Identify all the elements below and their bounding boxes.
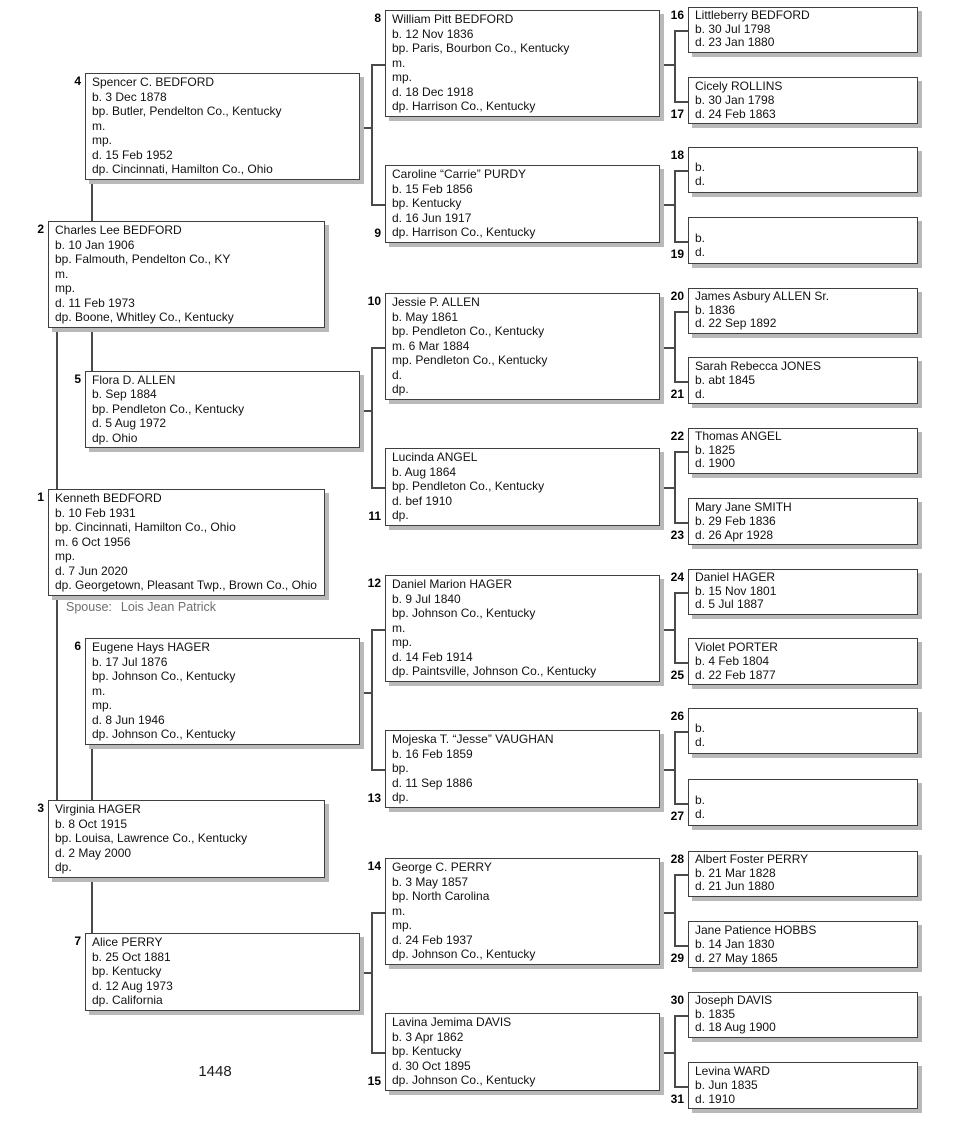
connector-line <box>674 662 688 664</box>
person-number: 14 <box>367 859 381 873</box>
person-number: 16 <box>670 8 684 22</box>
person-detail-line: d. 8 Jun 1946 <box>92 712 165 727</box>
person-detail-line: mp. <box>92 698 113 713</box>
person-detail-line: d. bef 1910 <box>392 493 453 508</box>
person-name: Daniel Marion HAGER <box>392 577 513 591</box>
person-box-5 <box>85 371 360 448</box>
person-number: 8 <box>374 11 381 25</box>
person-name: Littleberry BEDFORD <box>695 8 810 22</box>
person-detail-line: b. 12 Nov 1836 <box>392 26 474 41</box>
person-name: Thomas ANGEL <box>695 429 782 443</box>
person-detail-line: d. <box>695 807 706 821</box>
person-detail-line: d. 26 Apr 1928 <box>695 528 774 542</box>
person-box-12 <box>385 575 660 682</box>
person-box-6 <box>85 638 360 745</box>
person-detail-line: d. <box>695 387 706 401</box>
person-detail-line: b. 30 Jan 1798 <box>695 93 775 107</box>
person-name: George C. PERRY <box>392 860 492 874</box>
person-number: 9 <box>374 226 381 240</box>
person-number: 24 <box>670 570 684 584</box>
person-number: 19 <box>670 247 684 261</box>
person-box-8 <box>385 10 660 117</box>
person-detail-line: b. 4 Feb 1804 <box>695 654 770 668</box>
person-detail-line: bp. North Carolina <box>392 889 490 904</box>
person-detail-line: d. 7 Jun 2020 <box>55 563 128 578</box>
person-number: 31 <box>670 1092 684 1106</box>
person-detail-line: dp. Ohio <box>92 430 138 445</box>
person-box-25 <box>688 638 918 685</box>
person-name: Levina WARD <box>695 1064 770 1078</box>
person-detail-line: d. 2 May 2000 <box>55 845 132 860</box>
person-box-20 <box>688 288 918 334</box>
connector-line <box>371 347 373 489</box>
person-detail-line: d. 27 May 1865 <box>695 951 778 965</box>
person-detail-line: d. 16 Jun 1917 <box>392 210 472 225</box>
connector-line <box>674 30 676 103</box>
person-box-23 <box>688 498 918 545</box>
person-name <box>695 781 917 793</box>
person-detail-line: b. <box>695 721 706 735</box>
person-detail-line: bp. <box>392 761 409 776</box>
person-detail-line: bp. Kentucky <box>92 964 162 979</box>
connector-line <box>674 170 676 243</box>
person-detail-line: b. 25 Oct 1881 <box>92 949 171 964</box>
person-name: Sarah Rebecca JONES <box>695 359 822 373</box>
connector-line <box>674 803 688 805</box>
person-number: 26 <box>670 709 684 723</box>
person-number: 1 <box>37 490 44 504</box>
person-detail-line: d. 18 Aug 1900 <box>695 1020 776 1035</box>
person-detail-line: d. 11 Sep 1886 <box>392 775 473 790</box>
person-box-4 <box>85 73 360 180</box>
person-name <box>695 710 917 722</box>
connector-line <box>674 731 676 805</box>
person-detail-line: b. 21 Mar 1828 <box>695 865 776 880</box>
person-detail-line: dp. Harrison Co., Kentucky <box>392 99 536 114</box>
person-detail-line: dp. Boone, Whitley Co., Kentucky <box>55 310 234 325</box>
person-name: Jessie P. ALLEN <box>392 295 480 309</box>
person-detail-line: m. 6 Oct 1956 <box>55 534 131 549</box>
person-detail-line: m. <box>92 683 106 698</box>
person-number: 30 <box>670 993 684 1007</box>
person-detail-line: d. 21 Jun 1880 <box>695 879 775 894</box>
connector-line <box>674 945 688 947</box>
connector-line <box>371 347 385 349</box>
person-detail-line: m. <box>392 620 406 635</box>
person-detail-line: d. 1900 <box>695 456 736 471</box>
person-detail-line: b. <box>695 231 706 245</box>
spouse-name: Lois Jean Patrick <box>120 600 217 614</box>
person-box-9 <box>385 165 660 243</box>
person-number: 13 <box>367 791 381 805</box>
person-detail-line: dp. Georgetown, Pleasant Twp., Brown Co., Ohio <box>55 578 317 593</box>
person-detail-line: d. 24 Feb 1863 <box>695 107 776 121</box>
person-detail-line: m. <box>392 903 406 918</box>
person-detail-line: bp. Butler, Pendelton Co., Kentucky <box>92 104 282 119</box>
person-detail-line: bp. Falmouth, Pendelton Co., KY <box>55 252 231 267</box>
connector-line <box>674 381 688 383</box>
person-name: Spencer C. BEDFORD <box>92 75 215 89</box>
person-detail-line: b. 9 Jul 1840 <box>392 591 461 606</box>
person-number: 5 <box>74 372 81 386</box>
person-number: 15 <box>367 1074 381 1088</box>
person-detail-line: d. 11 Feb 1973 <box>55 295 135 310</box>
person-box-19 <box>688 217 918 264</box>
person-number: 4 <box>74 74 81 88</box>
connector-line <box>674 1086 688 1088</box>
connector-line <box>371 204 385 206</box>
person-detail-line: d. <box>695 734 706 749</box>
connector-line <box>371 64 373 206</box>
person-detail-line: mp. <box>392 635 413 650</box>
person-number: 22 <box>670 429 684 443</box>
connector-line <box>674 1015 676 1088</box>
person-detail-line: dp. <box>392 790 409 805</box>
person-name: Cicely ROLLINS <box>695 79 783 93</box>
connector-line <box>371 487 385 489</box>
person-detail-line: dp. <box>392 508 409 523</box>
person-detail-line: dp. Cincinnati, Hamilton Co., Ohio <box>92 162 273 177</box>
connector-line <box>91 180 93 221</box>
person-detail-line: b. 17 Jul 1876 <box>92 654 168 669</box>
person-name: Flora D. ALLEN <box>92 373 176 387</box>
person-detail-line: bp. Kentucky <box>392 196 462 211</box>
person-detail-line: b. 3 Dec 1878 <box>92 89 167 104</box>
person-name: Alice PERRY <box>92 935 163 949</box>
person-box-30 <box>688 992 918 1038</box>
person-detail-line: b. 3 Apr 1862 <box>392 1029 464 1044</box>
person-number: 29 <box>670 951 684 965</box>
person-box-3 <box>48 800 325 878</box>
person-number: 7 <box>74 934 81 948</box>
person-detail-line: dp. Johnson Co., Kentucky <box>92 727 236 742</box>
person-detail-line: bp. Johnson Co., Kentucky <box>92 669 236 684</box>
connector-line <box>674 522 688 524</box>
person-detail-line: b. <box>695 160 706 174</box>
person-box-28 <box>688 851 918 897</box>
person-detail-line: b. 16 Feb 1859 <box>392 746 473 761</box>
person-detail-line: d. <box>695 173 706 188</box>
person-number: 18 <box>670 148 684 162</box>
person-detail-line: d. 1910 <box>695 1092 736 1106</box>
person-box-14 <box>385 858 660 965</box>
person-detail-line: mp. <box>55 549 76 564</box>
person-name: Mary Jane SMITH <box>695 500 792 514</box>
person-detail-line: dp. Harrison Co., Kentucky <box>392 225 536 240</box>
person-detail-line: d. 14 Feb 1914 <box>392 649 473 664</box>
person-number: 10 <box>367 294 381 308</box>
person-number: 20 <box>670 289 684 303</box>
person-name: Albert Foster PERRY <box>695 852 809 866</box>
connector-line <box>56 327 58 489</box>
person-detail-line: dp. <box>55 860 72 875</box>
person-number: 2 <box>37 222 44 236</box>
connector-line <box>674 30 688 32</box>
person-detail-line: bp. Cincinnati, Hamilton Co., Ohio <box>55 520 236 535</box>
person-name: Virginia HAGER <box>55 802 141 816</box>
person-box-10 <box>385 293 660 400</box>
person-detail-line: m. 6 Mar 1884 <box>392 338 470 353</box>
connector-line <box>674 874 688 876</box>
person-box-7 <box>85 933 360 1011</box>
person-box-17 <box>688 77 918 124</box>
person-detail-line: dp. <box>392 382 409 397</box>
person-detail-line: d. 23 Jan 1880 <box>695 35 775 50</box>
connector-line <box>674 170 688 172</box>
person-detail-line: b. 1835 <box>695 1006 736 1021</box>
person-name: Kenneth BEDFORD <box>55 491 162 505</box>
person-name: William Pitt BEDFORD <box>392 12 514 26</box>
connector-line <box>674 874 676 947</box>
person-name: Mojeska T. “Jesse” VAUGHAN <box>392 732 554 746</box>
person-detail-line: bp. Paris, Bourbon Co., Kentucky <box>392 41 570 56</box>
person-detail-line: d. 12 Aug 1973 <box>92 978 173 993</box>
connector-line <box>371 1052 385 1054</box>
connector-line <box>674 101 688 103</box>
person-detail-line: b. 8 Oct 1915 <box>55 816 128 831</box>
person-box-18 <box>688 147 918 193</box>
person-detail-line: b. 1836 <box>695 302 736 317</box>
person-name: Charles Lee BEDFORD <box>55 223 182 237</box>
person-detail-line: bp. Pendleton Co., Kentucky <box>92 401 245 416</box>
person-name: Lavina Jemima DAVIS <box>392 1015 512 1029</box>
person-detail-line: b. abt 1845 <box>695 373 756 387</box>
person-detail-line: b. 10 Jan 1906 <box>55 237 135 252</box>
person-detail-line: m. <box>392 55 406 70</box>
person-detail-line: b. Sep 1884 <box>92 387 157 402</box>
person-detail-line: d. <box>392 367 403 382</box>
person-box-24 <box>688 569 918 615</box>
spouse-label: Spouse: <box>66 600 112 614</box>
person-number: 17 <box>670 107 684 121</box>
person-detail-line: d. 30 Oct 1895 <box>392 1058 471 1073</box>
person-detail-line: d. 15 Feb 1952 <box>92 147 173 162</box>
person-detail-line: d. 18 Dec 1918 <box>392 84 474 99</box>
person-number: 23 <box>670 528 684 542</box>
person-name: Eugene Hays HAGER <box>92 640 211 654</box>
person-name: Joseph DAVIS <box>695 993 773 1007</box>
connector-line <box>674 451 676 524</box>
connector-line <box>371 629 385 631</box>
connector-line <box>674 451 688 453</box>
person-detail-line: bp. Johnson Co., Kentucky <box>392 606 536 621</box>
person-detail-line: mp. Pendleton Co., Kentucky <box>392 353 548 368</box>
connector-line <box>56 595 58 800</box>
page-number: 1448 <box>198 1063 232 1080</box>
person-detail-line: bp. Pendleton Co., Kentucky <box>392 479 545 494</box>
person-number: 3 <box>37 801 44 815</box>
connector-line <box>674 592 688 594</box>
connector-line <box>91 745 93 800</box>
connector-line <box>371 769 385 771</box>
person-detail-line: b. 15 Feb 1856 <box>392 181 473 196</box>
person-detail-line: bp. Kentucky <box>392 1044 462 1059</box>
person-detail-line: d. 22 Sep 1892 <box>695 316 777 331</box>
person-name <box>695 149 917 161</box>
person-detail-line: d. 5 Jul 1887 <box>695 597 764 612</box>
connector-line <box>674 1015 688 1017</box>
connector-line <box>674 592 676 664</box>
person-detail-line: b. 29 Feb 1836 <box>695 514 776 528</box>
person-detail-line: b. 30 Jul 1798 <box>695 21 771 36</box>
person-number: 12 <box>367 576 381 590</box>
person-detail-line: dp. Paintsville, Johnson Co., Kentucky <box>392 664 597 679</box>
person-detail-line: m. <box>92 118 106 133</box>
connector-line <box>371 629 373 771</box>
person-number: 11 <box>368 509 381 523</box>
person-box-29 <box>688 921 918 968</box>
person-detail-line: bp. Louisa, Lawrence Co., Kentucky <box>55 831 248 846</box>
connector-line <box>674 311 676 383</box>
person-detail-line: b. 15 Nov 1801 <box>695 583 777 598</box>
person-name: Daniel HAGER <box>695 570 776 584</box>
person-detail-line: mp. <box>92 133 113 148</box>
person-detail-line: b. 1825 <box>695 442 736 457</box>
person-box-1 <box>48 489 325 596</box>
person-detail-line: dp. California <box>92 993 163 1008</box>
person-detail-line: b. <box>695 793 706 807</box>
person-name: Violet PORTER <box>695 640 778 654</box>
person-box-13 <box>385 730 660 808</box>
person-box-16 <box>688 7 918 53</box>
person-detail-line: m. <box>55 266 69 281</box>
person-number: 25 <box>670 668 684 682</box>
person-name: Caroline “Carrie” PURDY <box>392 167 527 181</box>
connector-line <box>371 912 385 914</box>
person-detail-line: d. 22 Feb 1877 <box>695 668 776 682</box>
person-detail-line: d. 5 Aug 1972 <box>92 416 167 431</box>
person-detail-line: bp. Pendleton Co., Kentucky <box>392 324 545 339</box>
person-detail-line: mp. <box>392 70 413 85</box>
spouse-note <box>66 600 216 614</box>
person-detail-line: d. 24 Feb 1937 <box>392 932 473 947</box>
connector-line <box>91 327 93 371</box>
person-detail-line: mp. <box>55 281 76 296</box>
person-detail-line: d. <box>695 245 706 259</box>
person-box-2 <box>48 221 325 328</box>
person-number: 28 <box>670 852 684 866</box>
person-detail-line: dp. Johnson Co., Kentucky <box>392 947 536 962</box>
person-detail-line: b. 3 May 1857 <box>392 874 469 889</box>
person-box-21 <box>688 357 918 404</box>
person-box-15 <box>385 1013 660 1091</box>
person-detail-line: mp. <box>392 918 413 933</box>
person-box-27 <box>688 779 918 826</box>
connector-line <box>371 912 373 1054</box>
person-number: 6 <box>74 639 81 653</box>
connector-line <box>91 878 93 933</box>
person-detail-line: b. Aug 1864 <box>392 464 457 479</box>
person-name: Jane Patience HOBBS <box>695 923 817 937</box>
person-box-31 <box>688 1062 918 1109</box>
person-box-22 <box>688 428 918 474</box>
person-name: James Asbury ALLEN Sr. <box>695 289 830 303</box>
person-detail-line: b. May 1861 <box>392 309 459 324</box>
connector-line <box>674 241 688 243</box>
connector-line <box>674 311 688 313</box>
person-box-26 <box>688 708 918 754</box>
person-number: 27 <box>670 809 684 823</box>
connector-line <box>674 731 688 733</box>
person-detail-line: b. Jun 1835 <box>695 1078 758 1092</box>
person-detail-line: b. 10 Feb 1931 <box>55 505 136 520</box>
connector-line <box>371 64 385 66</box>
person-name <box>695 219 917 231</box>
person-box-11 <box>385 448 660 526</box>
person-name: Lucinda ANGEL <box>392 450 478 464</box>
person-detail-line: dp. Johnson Co., Kentucky <box>392 1073 536 1088</box>
person-number: 21 <box>670 387 684 401</box>
person-detail-line: b. 14 Jan 1830 <box>695 937 775 951</box>
